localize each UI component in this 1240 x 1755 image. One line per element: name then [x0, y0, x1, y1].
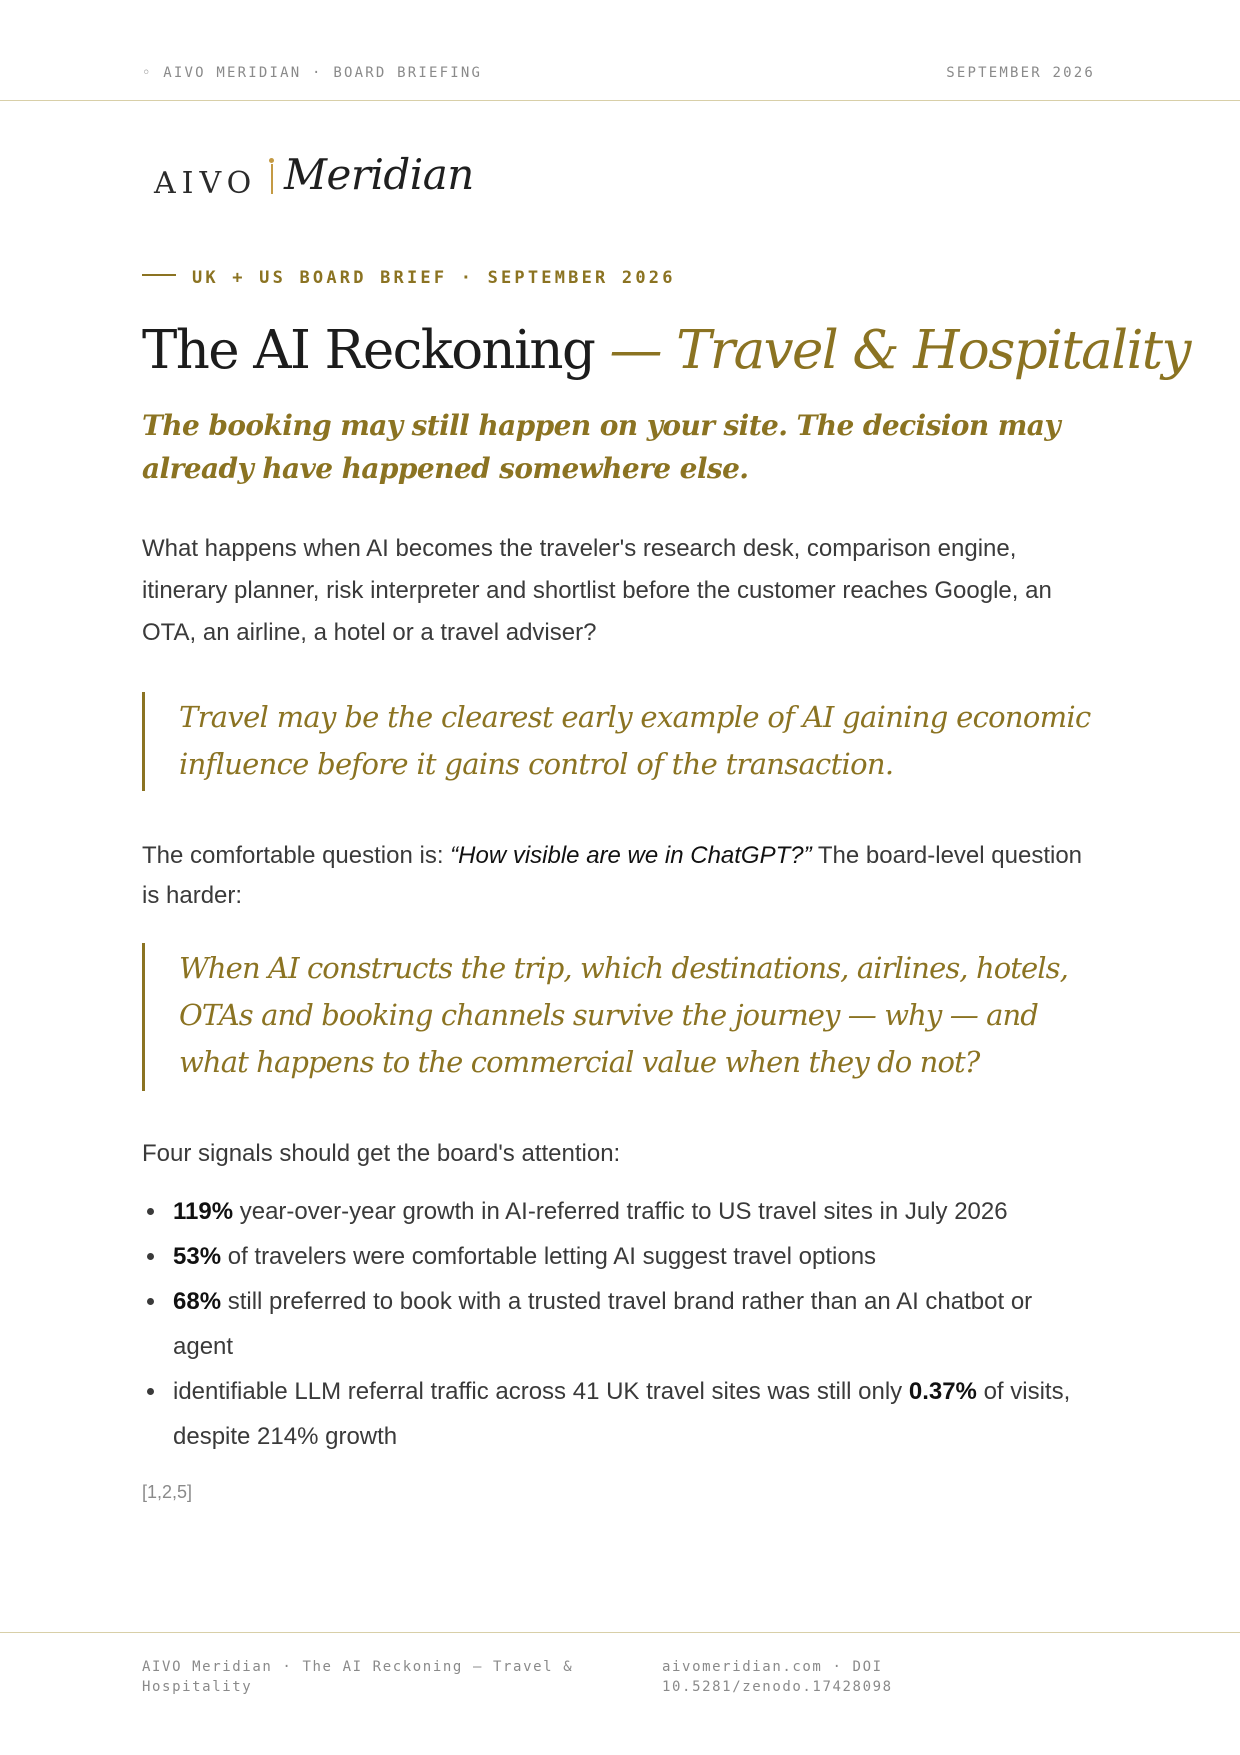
- reference-markers: [1,2,5]: [142, 1482, 193, 1502]
- logo-divider-icon: [271, 158, 273, 194]
- eyebrow-rule: [142, 274, 176, 276]
- footer-doi: aivomeridian.com · DOI 10.5281/zenodo.17428098: [662, 1659, 893, 1695]
- header-publication: ◦ AIVO MERIDIAN · BOARD BRIEFING: [142, 65, 483, 81]
- bullet-icon: [147, 1298, 154, 1305]
- question-quote: “How visible are we in ChatGPT?”: [450, 842, 812, 869]
- signal-stat: 68%: [173, 1288, 222, 1315]
- eyebrow: [142, 268, 676, 288]
- question-paragraph: [142, 836, 1092, 916]
- bullet-icon: [147, 1253, 154, 1260]
- signal-stat: 0.37%: [908, 1378, 977, 1405]
- signal-stat: 119%: [173, 1198, 234, 1225]
- footer-title: AIVO Meridian · The AI Reckoning — Travel & Hospitality: [142, 1659, 574, 1695]
- signal-item: 53% of travelers were comfortable letting AI suggest travel options: [142, 1234, 1092, 1279]
- signal-stat: 53%: [173, 1243, 222, 1270]
- header-date: SEPTEMBER 2026: [946, 65, 1095, 81]
- pullquote-2: When AI constructs the trip, which destinations, airlines, hotels, OTAs and booking channels survive the journey — why — and what happens to the commercial value when they do not?: [142, 943, 1102, 1091]
- signal-item: 119% year-over-year growth in AI-referred traffic to US travel sites in July 2026: [142, 1189, 1092, 1234]
- pullquote-1: Travel may be the clearest early example of AI gaining economic influence before it gains control of the transaction.: [142, 692, 1092, 791]
- page-header: [0, 0, 1240, 101]
- signals-intro: Four signals should get the board's attention:: [142, 1140, 621, 1167]
- bullet-icon: [147, 1208, 154, 1215]
- logo-meridian-wordmark: Meridian: [284, 150, 474, 199]
- standfirst: The booking may still happen on your site. The decision may already have happened somewhere else.: [142, 409, 1061, 485]
- question-lead: The comfortable question is:: [142, 842, 451, 869]
- bullet-icon: [147, 1388, 154, 1395]
- title-accent: — Travel & Hospitality: [609, 320, 1190, 381]
- intro-paragraph: What happens when AI becomes the traveler's research desk, comparison engine, itinerary planner, risk interpreter and shortlist before the customer reaches Google, an OTA, an airline, a hotel or a travel adviser?: [142, 535, 1052, 646]
- logo-aivo-wordmark: AIVO: [154, 166, 258, 201]
- eyebrow-text: UK + US BOARD BRIEF · SEPTEMBER 2026: [192, 268, 676, 288]
- signal-item: identifiable LLM referral traffic across 41 UK travel sites was still only 0.37% of visits, despite 214% growth: [142, 1369, 1092, 1459]
- signal-item: 68% still preferred to book with a trusted travel brand rather than an AI chatbot or agent: [142, 1279, 1092, 1369]
- title-main: The AI Reckoning: [142, 320, 610, 381]
- page-footer: [0, 1632, 1240, 1755]
- page-title: [142, 316, 1190, 386]
- signals-list: [142, 1189, 1092, 1459]
- question-tail: The board-level question is harder:: [142, 842, 1083, 909]
